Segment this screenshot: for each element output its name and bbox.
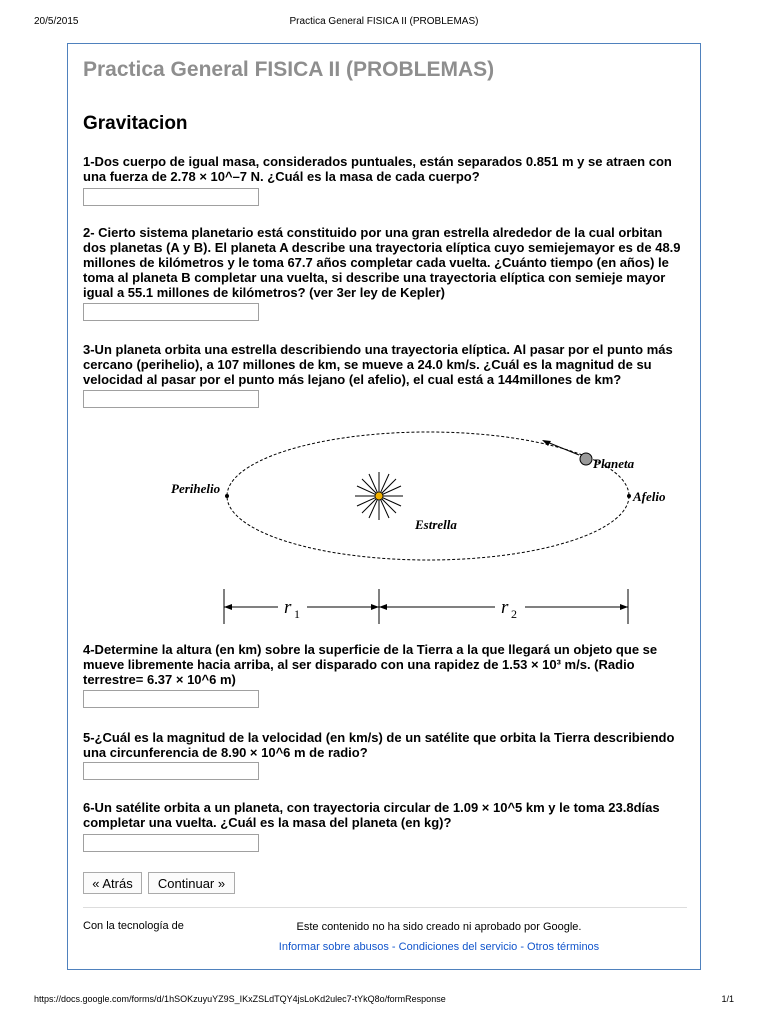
print-header [0, 16, 768, 30]
question-5-text: 5-¿Cuál es la magnitud de la velocidad (en km/s) de un satélite que orbita la Tierra describiendo una circunferencia de 8.90 × 10^6 m de radio? [83, 730, 675, 760]
question-3-answer-input[interactable] [83, 390, 259, 408]
print-footer [0, 994, 768, 1008]
print-url: https://docs.google.com/forms/d/1hSOKzuyuYZ9S_IKxZSLdTQY4jsLoKd2ulec7-tYkQ8o/formResponse [34, 994, 446, 1004]
question-1-answer-input[interactable] [83, 188, 259, 206]
planet-icon [542, 440, 592, 465]
link-separator: - [517, 941, 528, 953]
planeta-label: Planeta [593, 456, 635, 471]
print-title: Practica General FISICA II (PROBLEMAS) [289, 16, 479, 27]
disclaimer-text: Este contenido no ha sido creado ni aprobado por Google. [296, 921, 582, 933]
link-separator: - [388, 941, 399, 953]
r1-subscript: 1 [294, 607, 300, 621]
question-6-text: 6-Un satélite orbita a un planeta, con trayectoria circular de 1.09 × 10^5 km y le toma 23.8días completar una vuelta. ¿Cuál es la masa del planeta (en kg)? [83, 800, 660, 830]
terms-of-service-link[interactable]: Condiciones del servicio [398, 941, 518, 953]
afelio-label: Afelio [633, 489, 666, 504]
perihelio-label: Perihelio [171, 481, 221, 496]
section-title: Gravitacion [83, 113, 188, 134]
other-terms-link[interactable]: Otros términos [527, 941, 600, 953]
estrella-label: Estrella [415, 517, 457, 532]
afelio-point [627, 494, 631, 498]
form-title: Practica General FISICA II (PROBLEMAS) [83, 58, 495, 81]
powered-by-text: Con la tecnología de [83, 920, 184, 932]
form-container [67, 43, 701, 970]
question-5-answer-input[interactable] [83, 762, 259, 780]
question-4-text: 4-Determine la altura (en km) sobre la superficie de la Tierra a la que llegará un objeto que se mueve libremente hacia arriba, al ser disparado con una rapidez de 1.53 × 10³ m/s. (Radio terrestre= 6.37 × 10^6 m) [83, 642, 658, 687]
r2-label: r [501, 597, 509, 618]
perihelio-point [225, 494, 229, 498]
question-2-text: 2- Cierto sistema planetario está constituido por una gran estrella alrededor de la cual orbitan dos planetas (A y B). El planeta A describe una trayectoria elíptica cuyo semiejemayor es de 48.9 millones de kilómetros y le toma 67.7 años completar cada vuelta. ¿Cuánto tiempo (en años) le toma al planeta B completar una vuelta, si describe una trayectoria elíptica con semieje mayor igual a 55.1 millones de kilómetros? (ver 3er ley de Kepler) [83, 225, 681, 300]
star-icon [355, 472, 403, 520]
r2-subscript: 2 [511, 607, 517, 621]
back-button[interactable]: « Atrás [83, 872, 142, 894]
footer-divider [83, 907, 687, 908]
report-abuse-link[interactable]: Informar sobre abusos [278, 941, 389, 953]
print-date: 20/5/2015 [34, 16, 79, 27]
orbit-diagram [163, 419, 666, 629]
print-page-number: 1/1 [721, 994, 734, 1004]
question-2-answer-input[interactable] [83, 303, 259, 321]
r1-label: r [284, 597, 292, 618]
question-4-answer-input[interactable] [83, 690, 259, 708]
question-1-text: 1-Dos cuerpo de igual masa, considerados puntuales, están separados 0.851 m y se atraen con una fuerza de 2.78 × 10^–7 N. ¿Cuál es la masa de cada cuerpo? [83, 154, 672, 184]
question-3-text: 3-Un planeta orbita una estrella describiendo una trayectoria elíptica. Al pasar por el punto más cercano (perihelio), a 107 millones de km, se mueve a 24.0 km/s. ¿Cuál es la magnitud de su velocidad al pasar por el punto más lejano (el afelio), el cual está a 144millones de km? [83, 342, 673, 387]
question-6-answer-input[interactable] [83, 834, 259, 852]
continue-button[interactable]: Continuar » [148, 872, 235, 894]
footer-links [68, 941, 702, 953]
